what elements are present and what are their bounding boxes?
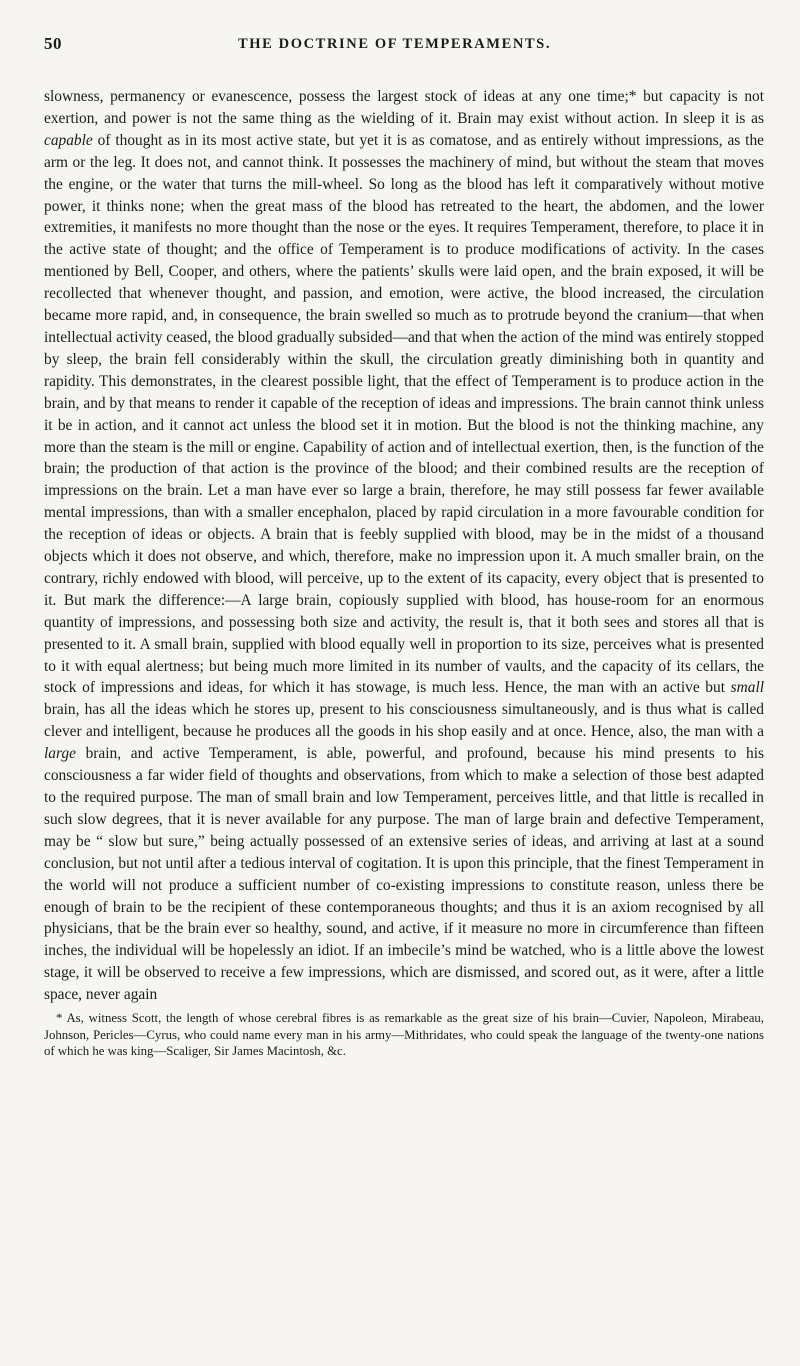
body-paragraph [44,86,764,1006]
running-title: THE DOCTRINE OF TEMPERAMENTS. [238,36,552,52]
italic-small: small [730,679,764,697]
body-text-part-3: brain, has all the ideas which he stores up, present to his consciousness simultaneously, and is thus what is called clever and intelligent, because he produces all the goods in his shop easily and at once. Hence, also, the man with a [44,701,764,741]
book-page [44,34,764,1072]
footnote: * As, witness Scott, the length of whose cerebral fibres is as remarkable as the great size of his brain—Cuvier, Napoleon, Mirabeau, Johnson, Pericles—Cyrus, who could name every man in his army—Mithridates, who could speak the language of the twenty-one nations of which he was king—Scaliger, Sir James Macintosh, &c. [44,1011,764,1059]
body-text-part-4: brain, and active Temperament, is able, powerful, and profound, because his mind presents to his consciousness a far wider field of thoughts and observations, from which to make a selection of those best adapted to the required purpose. The man of small brain and low Temperament, perceives little, and that little is recalled in such slow degrees, that it is never available for any purpose. The man of large brain and defective Temperament, may be “ slow but sure,” being actually possessed of an extensive series of ideas, and arriving at last at a sound conclusion, but not until after a tedious interval of cogitation. It is upon this principle, that the finest Temperament in the world will not produce a sufficient number of co-existing impressions to constitute reason, unless there be enough of brain to be the recipient of these contemporaneous thoughts; and thus it is an axiom recognised by all physicians, that be the brain ever so healthy, sound, and active, if it measure no more in circumference than fifteen inches, the individual will be hopelessly an idiot. If an imbecile’s mind be watched, who is a little above the lowest stage, it will be observed to receive a few impressions, which are dismissed, and scored out, as it were, after a little space, never again [44,745,764,1004]
italic-large: large [44,745,76,763]
body-text-part-2: of thought as in its most active state, but yet it is as comatose, and as entirely without impressions, as the arm or the leg. It does not, and cannot think. It possesses the machinery of mind, but without the steam that moves the engine, or the water that turns the mill-wheel. So long as the blood has left it comparatively without motive power, it thinks none; when the great mass of the blood has retreated to the heart, the abdomen, and the lower extremities, it manifests no more thought than the nose or the eyes. It requires Temperament, therefore, to place it in the active state of thought; and the office of Temperament is to produce modifications of activity. In the cases mentioned by Bell, Cooper, and others, where the patients’ skulls were laid open, and the brain exposed, it will be recollected that whenever thought, and passion, and emotion, were active, the blood increased, the circulation became more rapid, and, in consequence, the brain swelled so much as to protrude beyond the cranium—that when intellectual activity ceased, the blood gradually subsided—and that when the action of the mind was entirely stopped by sleep, the brain fell considerably within the skull, the circulation greatly diminishing both in quantity and rapidity. This demonstrates, in the clearest possible light, that the effect of Temperament is to produce action in the brain, and by that means to render it capable of the reception of ideas and impressions. The brain cannot think unless it be in action, and it cannot act unless the blood set it in motion. But the blood is not the thinking machine, any more than the steam is the mill or engine. Capability of action and of intellectual exertion, then, is the function of the brain; the production of that action is the province of the blood; and their combined results are the reception of impressions on the brain. Let a man have ever so large a brain, therefore, he may still possess far fewer available mental impressions, than with a smaller encephalon, placed by rapid circulation in a more favourable condition for the reception of ideas or objects. A brain that is feebly supplied with blood, may be in the midst of a thousand objects which it does not observe, and which, therefore, make no impression upon it. A much smaller brain, on the contrary, richly endowed with blood, will perceive, up to the extent of its capacity, every object that is presented to it. But mark the difference:—A large brain, copiously supplied with blood, has house-room for an enormous quantity of impressions, and possessing both size and activity, the result is, that it both sees and stores all that is presented to it. A small brain, supplied with blood equally well in proportion to its size, perceives what is presented to it with equal alertness; but being much more limited in its number of vaults, and the capacity of its cellars, the stock of impressions and ideas, for which it has stowage, is much less. Hence, the man with an active but [44,131,764,697]
body-text-part-1: slowness, permanency or evanescence, possess the largest stock of ideas at any one time;* but capacity is not exertion, and power is not the same thing as the wielding of it. Brain may exist without action. In sleep it is as [44,88,764,127]
italic-capable: capable [44,131,93,149]
page-number: 50 [44,34,62,53]
running-head [44,34,764,56]
